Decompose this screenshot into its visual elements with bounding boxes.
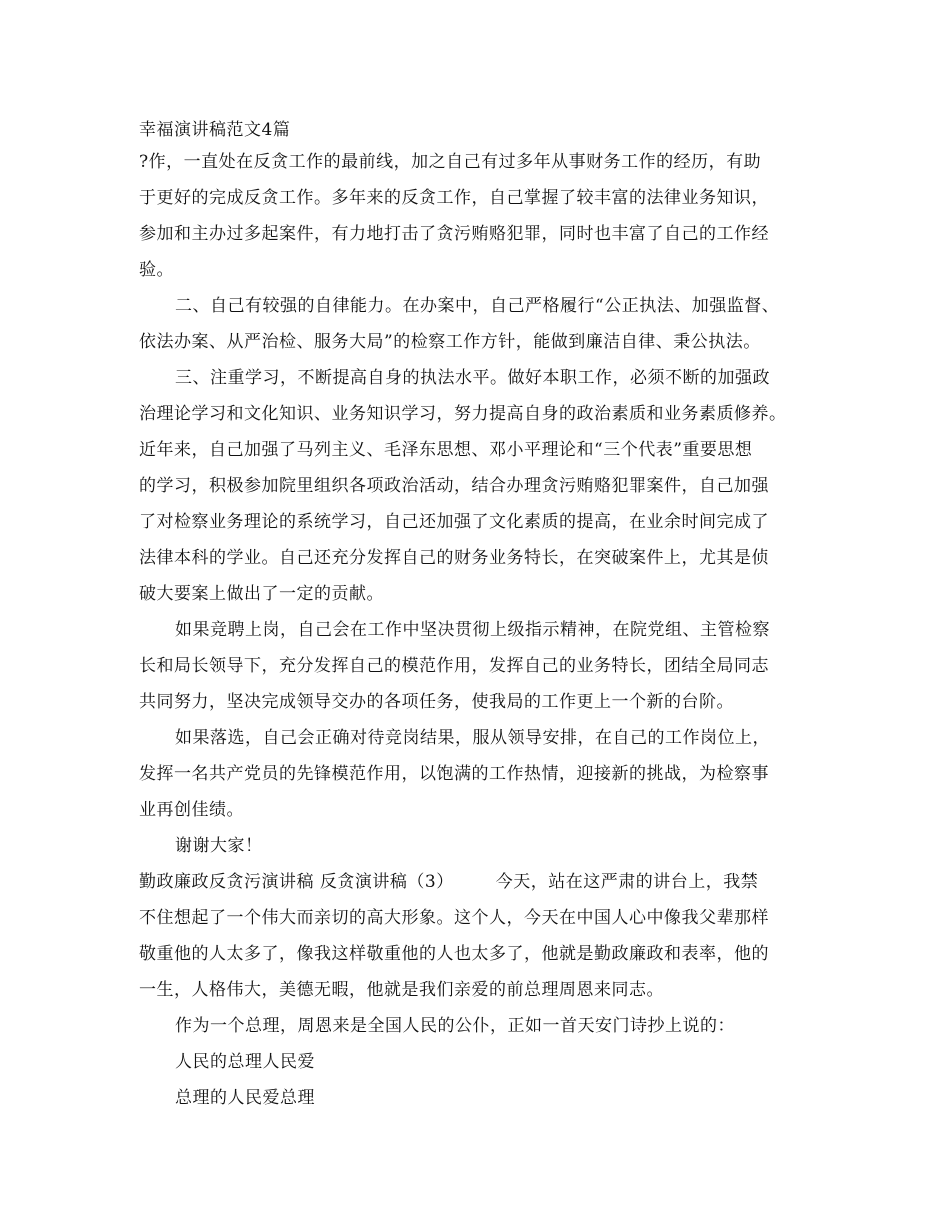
body-text: 今天，站在这严肃的讲台上，我禁: [495, 872, 759, 892]
body-line: 近年来，自己加强了马列主义、毛泽东思想、邓小平理论和“三个代表”重要思想: [139, 440, 753, 460]
body-line: 发挥一名共产党员的先锋模范作用，以饱满的工作热情，迎接新的挑战，为检察事: [139, 764, 769, 784]
body-line: 人民的总理人民爱: [175, 1052, 315, 1072]
body-line: 一生，人格伟大，美德无暇，他就是我们亲爱的前总理周恩来同志。: [139, 980, 664, 1000]
body-line: 于更好的完成反贪工作。多年来的反贪工作，自己掌握了较丰富的法律业务知识，: [139, 188, 769, 208]
section-heading: 勤政廉政反贪污演讲稿 反贪演讲稿（3）: [139, 872, 454, 892]
body-line: 共同努力，坚决完成领导交办的各项任务，使我局的工作更上一个新的台阶。: [139, 692, 734, 712]
body-line: 敬重他的人太多了，像我这样敬重他的人也太多了，他就是勤政廉政和表率，他的: [139, 944, 769, 964]
body-line: ?作，一直处在反贪工作的最前线，加之自己有过多年从事财务工作的经历，有助: [139, 152, 762, 172]
body-line: 作为一个总理，周恩来是全国人民的公仆，正如一首天安门诗抄上说的：: [175, 1016, 735, 1036]
body-line: 参加和主办过多起案件，有力地打击了贪污贿赂犯罪，同时也丰富了自己的工作经: [139, 224, 769, 244]
body-line: 法律本科的学业。自己还充分发挥自己的财务业务特长，在突破案件上，尤其是侦: [139, 548, 769, 568]
section-heading-line: [139, 870, 758, 894]
body-line: 不住想起了一个伟大而亲切的高大形象。这个人，今天在中国人心中像我父辈那样: [139, 908, 769, 928]
body-line: 长和局长领导下，充分发挥自己的模范作用，发挥自己的业务特长，团结全局同志: [139, 656, 769, 676]
body-line: 二、自己有较强的自律能力。在办案中，自己严格履行“公正执法、加强监督、: [175, 296, 780, 316]
body-line: 如果竞聘上岗，自己会在工作中坚决贯彻上级指示精神，在院党组、主管检察: [175, 620, 770, 640]
body-line: 如果落选，自己会正确对待竞岗结果，服从领导安排，在自己的工作岗位上，: [175, 728, 770, 748]
body-line: 三、注重学习，不断提高自身的执法水平。做好本职工作，必须不断的加强政: [175, 368, 770, 388]
body-line: 谢谢大家！: [175, 836, 263, 856]
body-line: 总理的人民爱总理: [175, 1088, 315, 1108]
body-line: 验。: [139, 260, 174, 280]
document-title: 幸福演讲稿范文4篇: [139, 120, 291, 140]
body-line: 破大要案上做出了一定的贡献。: [139, 584, 384, 604]
body-line: 了对检察业务理论的系统学习，自己还加强了文化素质的提高，在业余时间完成了: [139, 512, 769, 532]
body-line: 业再创佳绩。: [139, 800, 244, 820]
body-line: 治理论学习和文化知识、业务知识学习，努力提高自身的政治素质和业务素质修养。: [139, 404, 787, 424]
body-line: 的学习，积极参加院里组织各项政治活动，结合办理贪污贿赂犯罪案件，自己加强: [139, 476, 769, 496]
body-line: 依法办案、从严治检、服务大局”的检察工作方针，能做到廉洁自律、秉公执法。: [139, 332, 761, 352]
